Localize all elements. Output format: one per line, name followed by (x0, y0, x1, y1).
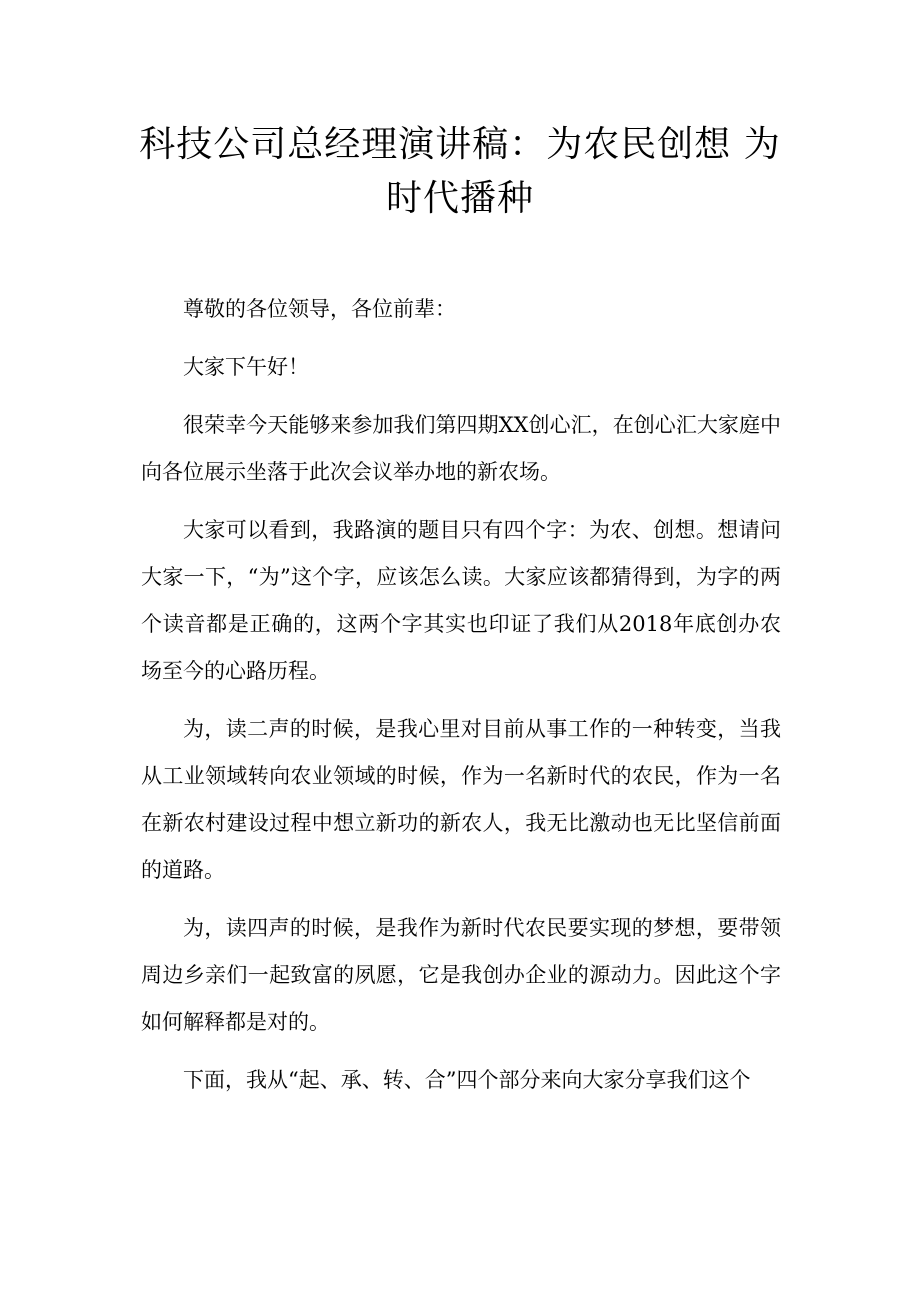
body-paragraph: 下面，我从“起、承、转、合”四个部分来向大家分享我们这个 (183, 1068, 751, 1092)
document-title: 科技公司总经理演讲稿：为农民创想 为时代播种 (139, 124, 781, 219)
body-paragraph: 为，读四声的时候，是我作为新时代农民要实现的梦想，要带领周边乡亲们一起致富的夙愿，它是我创办企业的源动力。因此这个字如何解释都是对的。 (141, 916, 781, 1034)
body-paragraph: 很荣幸今天能够来参加我们第四期XX创心汇，在创心汇大家庭中向各位展示坐落于此次会议举办地的新农场。 (141, 413, 781, 484)
body-paragraph: 大家可以看到，我路演的题目只有四个字：为农、创想。想请问大家一下，“为”这个字，应该怎么读。大家应该都猜得到，为字的两个读音都是正确的，这两个字其实也印证了我们从2018年底创办农场至今的心路历程。 (141, 518, 781, 683)
document-body (141, 286, 781, 1115)
greeting-paragraph: 尊敬的各位领导，各位前辈： (183, 297, 456, 321)
salutation-paragraph: 大家下午好！ (183, 355, 309, 379)
body-paragraph: 为，读二声的时候，是我心里对目前从事工作的一种转变，当我从工业领域转向农业领域的时候，作为一名新时代的农民，作为一名在新农村建设过程中想立新功的新农人，我无比激动也无比坚信前面的道路。 (141, 717, 781, 882)
